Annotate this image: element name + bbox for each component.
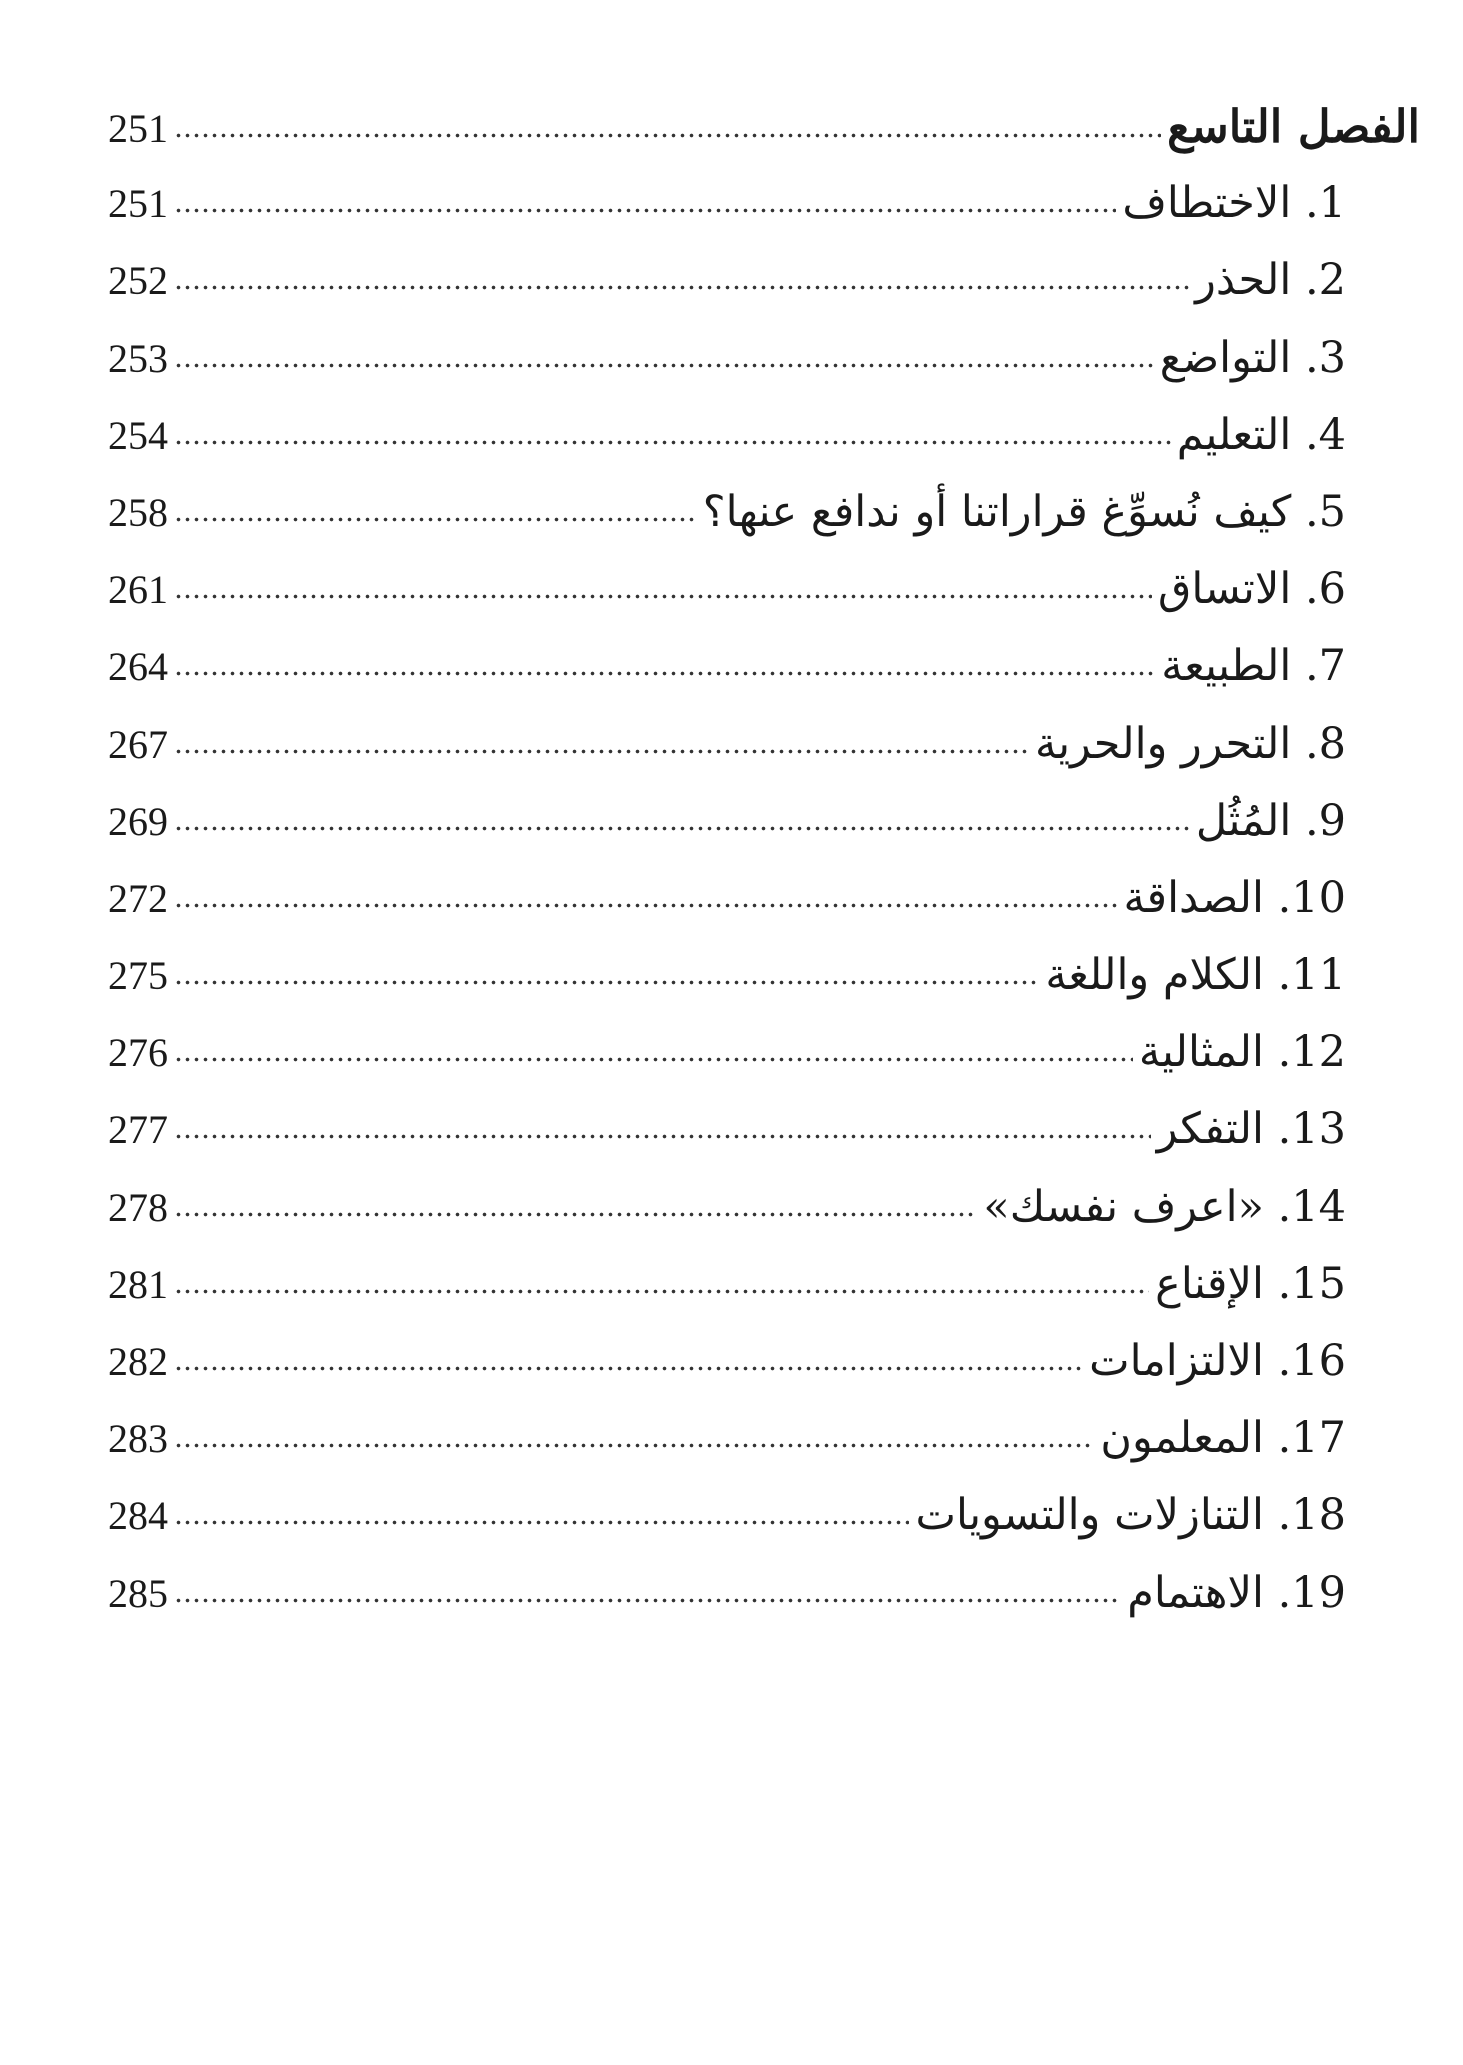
dot-leader	[174, 1046, 1133, 1066]
entry-title: 17. المعلمون	[1100, 1413, 1346, 1464]
dot-leader	[174, 1201, 977, 1221]
page-number: 264	[108, 644, 168, 690]
toc-entry	[108, 165, 1420, 242]
page-number: 284	[108, 1493, 168, 1539]
toc-entry	[108, 1477, 1420, 1554]
entry-title: 9. المُثُل	[1195, 795, 1346, 846]
page-number: 251	[108, 106, 168, 151]
entry-title: 13. التفكر	[1156, 1104, 1346, 1155]
entry-title: 7. الطبيعة	[1161, 641, 1346, 692]
toc-entry	[108, 474, 1420, 551]
page-number: 267	[108, 721, 168, 767]
toc-entry	[108, 1555, 1420, 1632]
entry-title: 6. الاتساق	[1158, 564, 1346, 615]
dot-leader	[174, 1278, 1149, 1298]
page-number: 282	[108, 1339, 168, 1384]
toc-chapter-heading	[108, 88, 1420, 165]
toc-entry	[108, 242, 1420, 319]
toc-entry	[108, 1323, 1420, 1400]
toc-entry	[108, 783, 1420, 860]
page-number: 281	[108, 1261, 168, 1307]
page-number: 258	[108, 489, 168, 535]
toc-entry	[108, 860, 1420, 937]
toc-entry	[108, 706, 1420, 783]
toc-entry	[108, 551, 1420, 628]
toc-entry	[108, 1169, 1420, 1246]
chapter-title: الفصل التاسع	[1167, 100, 1420, 153]
dot-leader	[174, 660, 1155, 680]
toc-entry	[108, 397, 1420, 474]
dot-leader	[174, 1587, 1121, 1607]
entry-title: 15. الإقناع	[1155, 1258, 1346, 1309]
entry-title: 19. الاهتمام	[1127, 1567, 1346, 1618]
entry-title: 10. الصداقة	[1123, 872, 1346, 923]
dot-leader	[174, 122, 1161, 142]
page-number: 251	[108, 181, 168, 227]
entry-title: 12. المثالية	[1138, 1027, 1346, 1078]
entry-title: 16. الالتزامات	[1089, 1336, 1346, 1386]
page-number: 272	[108, 875, 168, 921]
dot-leader	[174, 969, 1039, 989]
entry-title: 4. التعليم	[1176, 409, 1346, 460]
page-number: 254	[108, 412, 168, 458]
page-number: 261	[108, 567, 168, 613]
page-number: 283	[108, 1416, 168, 1462]
dot-leader	[174, 738, 1029, 758]
page-number: 276	[108, 1030, 168, 1076]
dot-leader	[174, 583, 1152, 603]
page-number: 252	[108, 258, 168, 304]
entry-title: 8. التحرر والحرية	[1035, 718, 1346, 769]
dot-leader	[174, 1355, 1083, 1375]
dot-leader	[174, 1123, 1151, 1143]
dot-leader	[174, 892, 1117, 912]
toc-entry	[108, 1014, 1420, 1091]
toc-entry	[108, 628, 1420, 705]
page-number: 253	[108, 335, 168, 381]
entry-title: 11. الكلام واللغة	[1045, 950, 1346, 1001]
table-of-contents	[108, 88, 1420, 1632]
dot-leader	[174, 815, 1190, 835]
toc-entry	[108, 1246, 1420, 1323]
entry-title: 1. الاختطاف	[1122, 178, 1346, 229]
page-number: 285	[108, 1570, 168, 1616]
toc-entry	[108, 937, 1420, 1014]
page-number: 269	[108, 798, 168, 844]
toc-entry	[108, 320, 1420, 397]
dot-leader	[174, 429, 1171, 449]
page-number: 275	[108, 953, 168, 999]
dot-leader	[174, 506, 697, 526]
page-number: 277	[108, 1107, 168, 1153]
toc-entry	[108, 1091, 1420, 1168]
entry-title: 5. كيف نُسوِّغ قراراتنا أو ندافع عنها؟	[702, 486, 1346, 537]
entry-title: 3. التواضع	[1159, 332, 1346, 383]
toc-entry	[108, 1400, 1420, 1477]
dot-leader	[174, 1432, 1094, 1452]
dot-leader	[174, 1509, 909, 1529]
page-number: 278	[108, 1184, 168, 1230]
dot-leader	[174, 197, 1116, 217]
dot-leader	[174, 352, 1154, 372]
entry-title: 2. الحذر	[1195, 255, 1346, 306]
dot-leader	[174, 274, 1189, 294]
entry-title: 14. «اعرف نفسك»	[983, 1181, 1346, 1232]
entry-title: 18. التنازلات والتسويات	[915, 1490, 1346, 1541]
